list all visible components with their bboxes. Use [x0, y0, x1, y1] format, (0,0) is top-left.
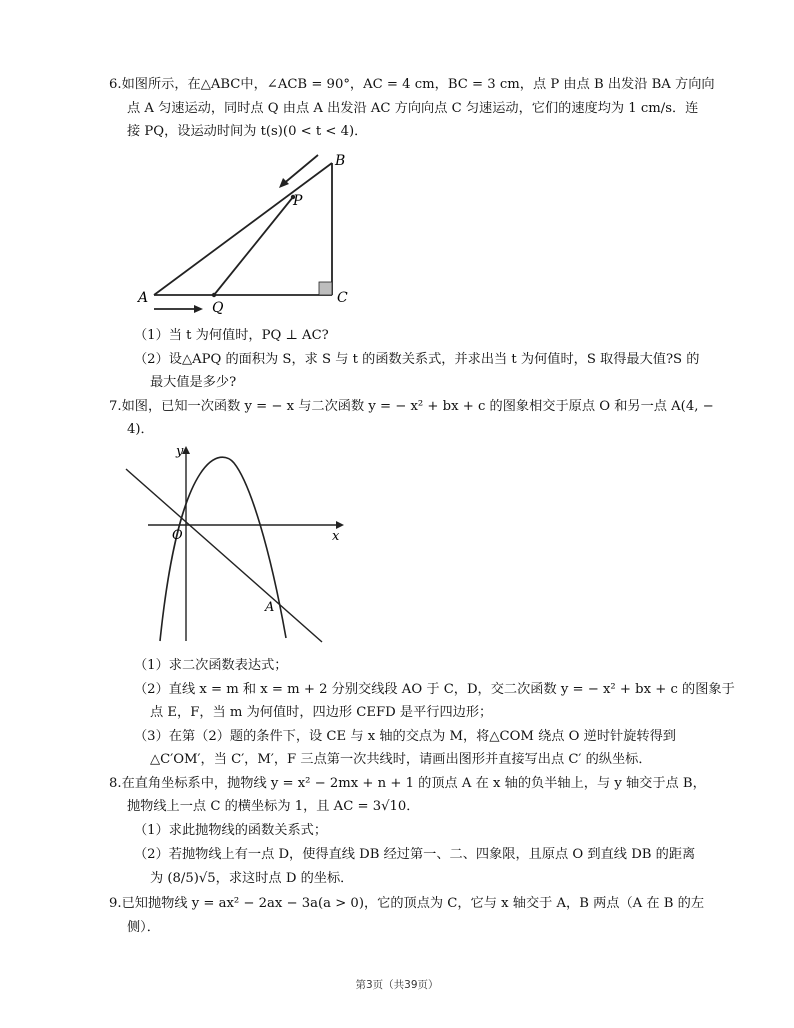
page-footer: 第3页（共39页）: [355, 979, 439, 991]
p8-q1: （1）求此抛物线的函数关系式；: [134, 823, 328, 838]
label-o: O: [172, 528, 183, 543]
label-a: A: [138, 290, 149, 306]
label-c: C: [337, 290, 348, 306]
line-y-neg-x: [126, 469, 322, 642]
label-b: B: [335, 153, 346, 169]
p7-q3-line2: △C′OM′，当 C′，M′，F 三点第一次共线时，请画出图形并直接写出点 C′ 的纵坐标．: [150, 752, 652, 767]
p7-q3-line1: （3）在第（2）题的条件下，设 CE 与 x 轴的交点为 M，将△COM 绕点 O 逆时针旋转得到: [134, 729, 676, 744]
arrow-ba: [282, 155, 318, 185]
arrow-ac-head: [194, 305, 203, 313]
p6-q1: （1）当 t 为何值时，PQ ⊥ AC?: [134, 328, 329, 343]
triangle-figure: [130, 145, 360, 315]
point-q: [212, 293, 216, 297]
p9-line2: 侧）．: [127, 920, 160, 935]
side-ab: [154, 163, 332, 295]
p6-line2: 点 A 匀速运动，同时点 Q 由点 A 出发沿 AC 方向向点 C 匀速运动，它们的速度均为 1 cm/s．连: [127, 101, 699, 116]
p7-q1: （1）求二次函数表达式；: [134, 658, 288, 673]
p6-q2-line2: 最大值是多少?: [150, 375, 237, 390]
right-angle-mark: [319, 282, 332, 295]
x-axis-arrow: [336, 521, 344, 529]
label-a-point: A: [265, 600, 275, 615]
segment-pq: [214, 197, 293, 295]
p8-line1: 8.在直角坐标系中，抛物线 y = x² − 2mx + n + 1 的顶点 A 在 x 轴的负半轴上，与 y 轴交于点 B，: [109, 776, 706, 791]
p9-line1: 9.已知抛物线 y = ax² − 2ax − 3a(a > 0)，它的顶点为 C，它与 x 轴交于 A，B 两点（A 在 B 的左: [109, 896, 705, 911]
p6-line3: 接 PQ，设运动时间为 t(s)(0 < t < 4)．: [127, 124, 368, 139]
label-q: Q: [212, 300, 224, 315]
p7-line1: 7.如图，已知一次函数 y = − x 与二次函数 y = − x² + bx + c 的图象相交于原点 O 和另一点 A(4, −: [109, 399, 714, 414]
p8-line2: 抛物线上一点 C 的横坐标为 1，且 AC = 3√10．: [127, 799, 420, 814]
label-p: P: [293, 193, 303, 209]
parabola-figure: [120, 438, 360, 648]
label-x: x: [332, 529, 340, 544]
p7-line2: 4)．: [127, 422, 154, 437]
p7-q2-line1: （2）直线 x = m 和 x = m + 2 分别交线段 AO 于 C，D，交二次函数 y = − x² + bx + c 的图象于: [134, 682, 735, 697]
p6-q2-line1: （2）设△APQ 的面积为 S，求 S 与 t 的函数关系式，并求出当 t 为何值时，S 取得最大值?S 的: [134, 352, 700, 367]
p6-line1: 6.如图所示，在△ABC中，∠ACB = 90°，AC = 4 cm，BC = 3 cm，点 P 由点 B 出发沿 BA 方向向: [109, 77, 715, 92]
p8-q2-line2: 为 (8/5)√5，求这时点 D 的坐标．: [150, 871, 354, 886]
p8-q2-line1: （2）若抛物线上有一点 D，使得直线 DB 经过第一、二、四象限，且原点 O 到直线 DB 的距离: [134, 847, 696, 862]
p7-q2-line2: 点 E，F，当 m 为何值时，四边形 CEFD 是平行四边形；: [150, 705, 493, 720]
label-y: y: [176, 444, 184, 459]
